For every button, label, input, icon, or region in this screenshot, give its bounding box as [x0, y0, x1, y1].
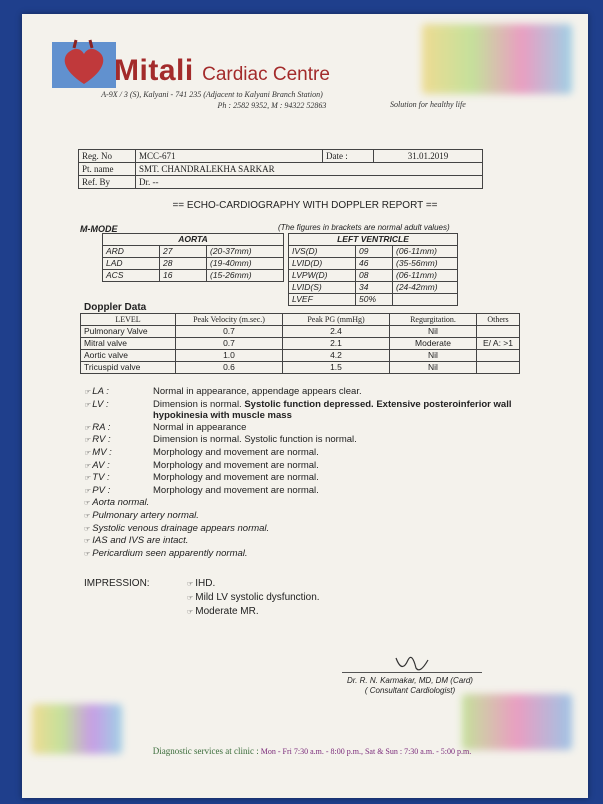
signature-scribble: [394, 654, 434, 674]
doctor-title: ( Consultant Cardiologist): [364, 686, 456, 695]
diagnostic-label: Diagnostic services at clinic :: [152, 746, 259, 756]
lv-cell: 46: [356, 258, 393, 270]
clinic-address: [62, 89, 362, 111]
finding-label: LA :: [92, 386, 109, 397]
aorta-cell: ARD: [103, 246, 160, 258]
table-row: [81, 326, 520, 338]
doppler-cell: Nil: [390, 362, 477, 374]
pointing-hand-icon: ☞: [187, 581, 194, 588]
doppler-cell: Nil: [390, 326, 477, 338]
finding-text: Normal in appearance: [153, 421, 247, 433]
pointing-hand-icon: ☞: [84, 550, 91, 558]
findings-list: [84, 386, 533, 560]
finding-row: [84, 386, 533, 399]
pointing-hand-icon: ☞: [84, 500, 91, 508]
doppler-header: LEVEL: [81, 314, 176, 326]
impression-items: [187, 577, 387, 619]
brand-name: Mitali: [114, 54, 194, 87]
lv-cell: (06-11mm): [393, 246, 458, 258]
doppler-cell: Aortic valve: [81, 350, 176, 362]
aorta-cell: 16: [160, 270, 207, 282]
normal-values-note: (The figures in brackets are normal adult values): [278, 223, 450, 232]
referred-by-label: Ref. By: [79, 176, 136, 189]
finding-label: RA :: [92, 421, 111, 433]
lv-title: LEFT VENTRICLE: [289, 234, 458, 246]
impression-label: IMPRESSION:: [84, 578, 150, 589]
pointing-hand-icon: ☞: [84, 389, 91, 396]
lv-cell: LVEF: [289, 294, 356, 306]
lv-cell: [393, 294, 458, 306]
doppler-cell: [477, 350, 520, 362]
heart-logo-icon: [52, 38, 116, 92]
finding-label: PV :: [92, 484, 111, 496]
lv-cell: (24-42mm): [393, 282, 458, 294]
finding-row: [84, 460, 533, 473]
phone-line: Ph : 2582 9352, M : 94322 52863: [217, 101, 327, 110]
pointing-hand-icon: ☞: [84, 437, 91, 445]
left-ventricle-table: [288, 233, 458, 306]
lv-cell: 08: [356, 270, 393, 282]
lv-cell: IVS(D): [289, 246, 356, 258]
aorta-cell: 27: [160, 246, 207, 258]
doppler-header: Others: [477, 314, 520, 326]
patient-name-label: Pt. name: [79, 163, 136, 176]
pointing-hand-icon: ☞: [84, 512, 91, 520]
signature-block: [340, 676, 480, 696]
pointing-hand-icon: ☞: [84, 424, 91, 432]
aorta-cell: 28: [160, 258, 207, 270]
doppler-cell: Tricuspid valve: [81, 362, 176, 374]
finding-text: Morphology and movement are normal.: [153, 446, 319, 458]
finding-label: MV :: [92, 446, 112, 458]
pointing-hand-icon: ☞: [187, 595, 194, 602]
aorta-cell: (19-40mm): [207, 258, 284, 270]
doppler-header: Peak Velocity (m.sec.): [176, 314, 283, 326]
report-title: == ECHO-CARDIOGRAPHY WITH DOPPLER REPORT ==: [172, 200, 438, 211]
impression-item: ☞ Mild LV systolic dysfunction.: [187, 592, 320, 603]
finding-text: Morphology and movement are normal.: [153, 472, 319, 484]
table-row: [81, 338, 520, 350]
footer-mosaic-right: [462, 694, 572, 750]
finding-row: [84, 472, 533, 485]
pointing-hand-icon: ☞: [84, 487, 91, 495]
patient-name-value: SMT. CHANDRALEKHA SARKAR: [136, 163, 483, 176]
signature-line: [342, 672, 482, 673]
doppler-title: Doppler Data: [84, 302, 147, 313]
finding-text: Morphology and movement are normal.: [153, 484, 319, 496]
doppler-cell: 0.7: [176, 338, 283, 350]
lv-cell: 34: [356, 282, 393, 294]
impression-item: ☞ Moderate MR.: [187, 606, 259, 617]
aorta-cell: (15-26mm): [207, 270, 284, 282]
doppler-cell: 2.4: [283, 326, 390, 338]
header-mosaic-decoration: [422, 24, 572, 94]
finding-text: Morphology and movement are normal.: [153, 459, 319, 471]
reg-value: MCC-671: [136, 150, 323, 163]
lv-cell: LVID(S): [289, 282, 356, 294]
doppler-table: [80, 313, 520, 374]
finding-row: [84, 447, 533, 460]
lv-cell: (06-11mm): [393, 270, 458, 282]
date-value: 31.01.2019: [374, 150, 483, 163]
doppler-cell: 2.1: [283, 338, 390, 350]
aorta-cell: ACS: [103, 270, 160, 282]
general-finding: ☞ Pericardium seen apparently normal.: [84, 547, 248, 559]
doppler-header: Peak PG (mmHg): [283, 314, 390, 326]
finding-label: RV :: [92, 434, 111, 446]
footer-hours: [52, 746, 572, 756]
doppler-cell: 1.5: [283, 362, 390, 374]
lv-cell: (35-56mm): [393, 258, 458, 270]
finding-text: Normal in appearance, appendage appears clear.: [153, 386, 362, 397]
finding-row: [84, 434, 533, 447]
doppler-cell: Mitral valve: [81, 338, 176, 350]
registration-table: [78, 149, 483, 189]
brand-title: [114, 54, 330, 88]
pointing-hand-icon: ☞: [187, 609, 194, 616]
date-label: Date :: [323, 150, 374, 163]
lv-cell: 09: [356, 246, 393, 258]
finding-text-bold: Systolic function depressed. Extensive posteroinferior wall hypokinesia with muscle mass: [153, 398, 512, 422]
clinic-hours: Mon - Fri 7:30 a.m. - 8:00 p.m., Sat & Sun : 7:30 a.m. - 5:00 p.m.: [260, 747, 472, 756]
doppler-cell: [477, 326, 520, 338]
referred-by-value: Dr. --: [136, 176, 483, 189]
doppler-cell: 4.2: [283, 350, 390, 362]
finding-label: LV :: [92, 398, 109, 410]
address-line: A-9X / 3 (S), Kalyani - 741 235 (Adjacent to Kalyani Branch Station): [101, 90, 323, 99]
pointing-hand-icon: ☞: [84, 475, 91, 483]
general-finding: ☞ Pulmonary artery normal.: [84, 509, 199, 521]
finding-row: [84, 485, 533, 498]
aorta-title: AORTA: [103, 234, 284, 246]
finding-text: Dimension is normal.: [153, 398, 245, 410]
finding-row: [84, 399, 533, 422]
aorta-cell: LAD: [103, 258, 160, 270]
lv-cell: LVPW(D): [289, 270, 356, 282]
table-row: [81, 362, 520, 374]
doppler-cell: 1.0: [176, 350, 283, 362]
pointing-hand-icon: ☞: [84, 538, 91, 546]
pointing-hand-icon: ☞: [84, 449, 91, 457]
general-finding: ☞ Systolic venous drainage appears normal.: [84, 522, 270, 534]
report-sheet: [22, 14, 588, 798]
pointing-hand-icon: ☞: [84, 525, 91, 533]
doppler-cell: Nil: [390, 350, 477, 362]
finding-text: Dimension is normal. Systolic function is normal.: [153, 434, 357, 446]
lv-cell: LVID(D): [289, 258, 356, 270]
reg-label: Reg. No: [79, 150, 136, 163]
aorta-table: [102, 233, 284, 282]
doppler-cell: [477, 362, 520, 374]
doppler-cell: E/ A: >1: [477, 338, 520, 350]
table-row: [81, 350, 520, 362]
doppler-cell: Moderate: [390, 338, 477, 350]
doppler-cell: 0.7: [176, 326, 283, 338]
doppler-cell: Pulmonary Valve: [81, 326, 176, 338]
finding-label: AV :: [92, 459, 110, 471]
finding-label: TV :: [92, 472, 110, 484]
pointing-hand-icon: ☞: [84, 462, 91, 470]
doppler-header: Regurgitation.: [390, 314, 477, 326]
general-finding: ☞ Aorta normal.: [84, 497, 150, 509]
impression-item: ☞ IHD.: [187, 578, 216, 589]
pointing-hand-icon: ☞: [84, 401, 91, 409]
brand-subtitle: Cardiac Centre: [202, 64, 330, 85]
lv-cell: 50%: [356, 294, 393, 306]
doctor-name: Dr. R. N. Karmakar, MD, DM (Card): [347, 676, 473, 685]
finding-row: [84, 422, 533, 435]
mmode-label: M-MODE: [80, 224, 118, 234]
doppler-cell: 0.6: [176, 362, 283, 374]
general-finding: ☞ IAS and IVS are intact.: [84, 535, 189, 547]
tagline: Solution for healthy life: [390, 100, 466, 109]
aorta-cell: (20-37mm): [207, 246, 284, 258]
